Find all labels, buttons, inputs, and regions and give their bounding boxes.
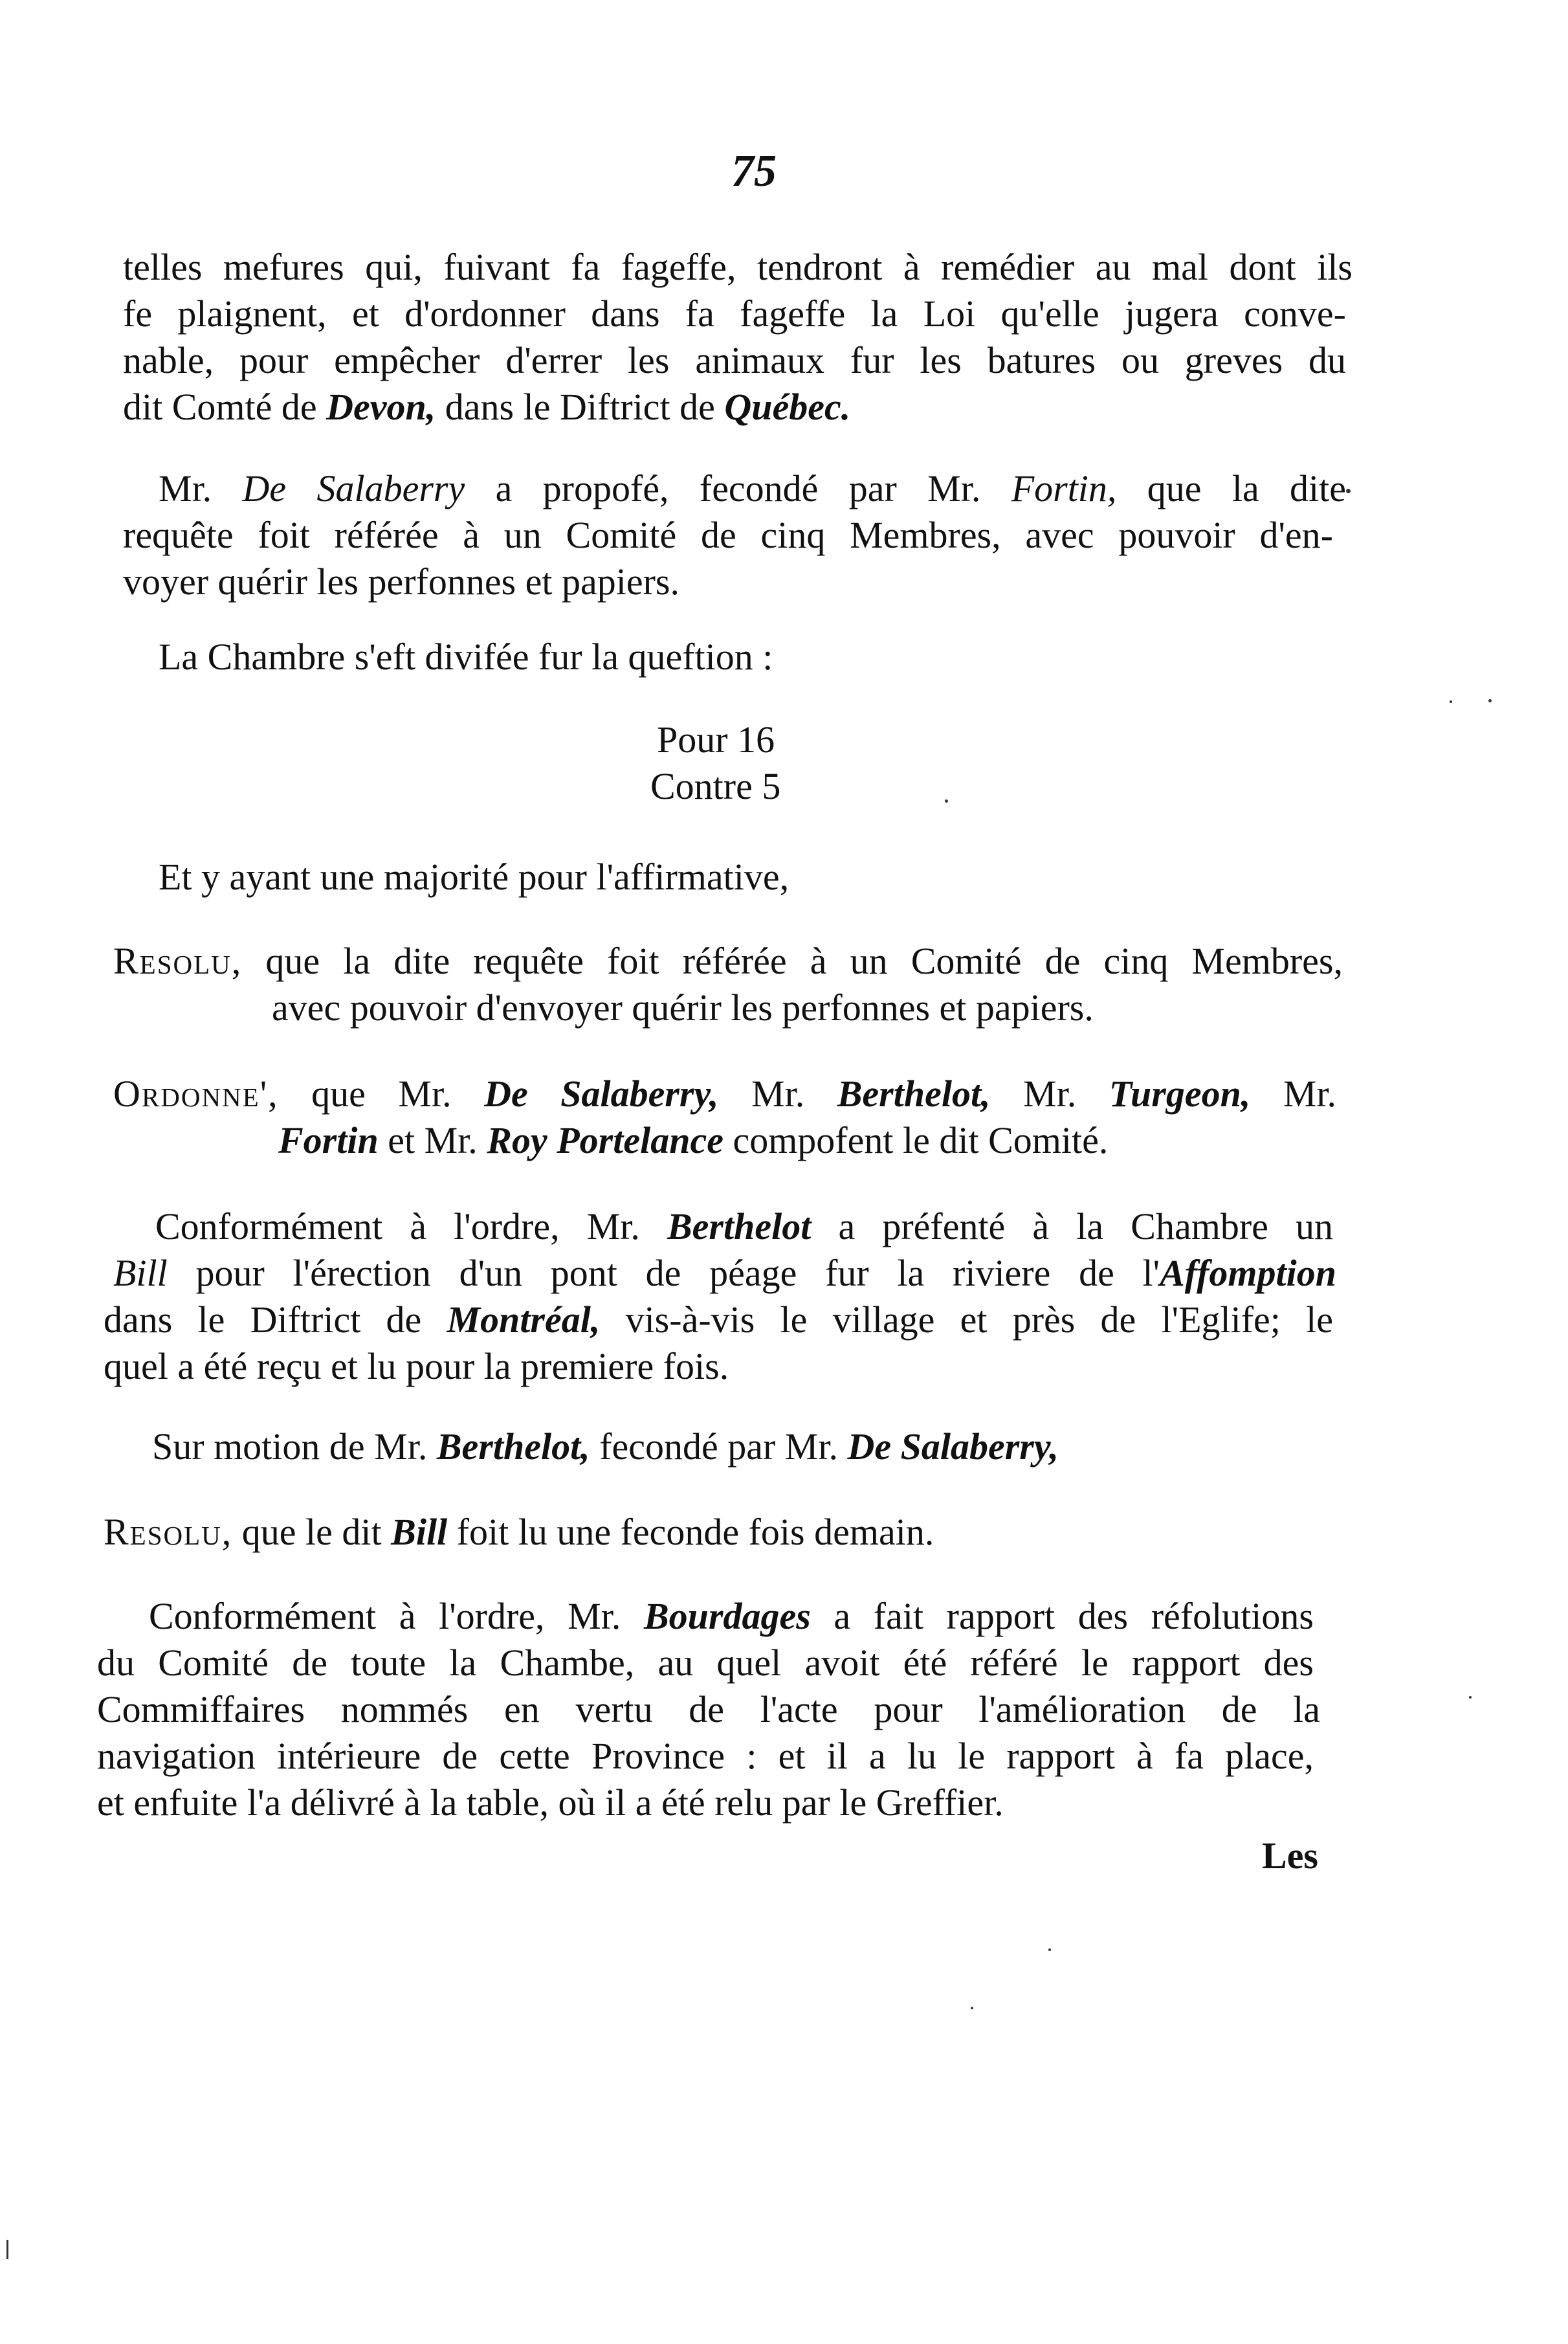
text-line: dit Comté de Devon, dans le Diftrict de Québec.	[123, 386, 851, 428]
text-line: Fortin et Mr. Roy Portelance compofent le dit Comité.	[278, 1119, 1109, 1161]
text-line: telles mefures qui, fuivant fa fageffe, tendront à remédier au mal dont ils	[123, 246, 1353, 288]
vote-contre: Contre 5	[650, 765, 781, 807]
text-line: navigation intérieure de cette Province : et il a lu le rapport à fa place,	[97, 1735, 1314, 1777]
text-line: Conformément à l'ordre, Mr. Bourdages a fait rapport des réfolutions	[149, 1595, 1314, 1637]
text-line: fe plaignent, et d'ordonner dans fa fageffe la Loi qu'elle jugera conve-	[123, 293, 1346, 335]
division-statement: La Chambre s'eft divifée fur la queftion :	[159, 636, 773, 678]
resolution-2: Resolu, que le dit Bill foit lu une feconde fois demain.	[104, 1511, 934, 1553]
text-line: nable, pour empêcher d'errer les animaux fur les batures ou greves du	[123, 339, 1346, 381]
text-line: Mr. De Salaberry a propofé, fecondé par Mr. Fortin, que la dite	[159, 467, 1347, 509]
speck	[971, 2007, 973, 2009]
speck	[1048, 1948, 1051, 1951]
text-line: requête foit référée à un Comité de cinq Membres, avec pouvoir d'en-	[123, 514, 1333, 556]
speck	[1450, 700, 1452, 703]
text-line: Ordonne', que Mr. De Salaberry, Mr. Berthelot, Mr. Turgeon, Mr.	[113, 1073, 1337, 1115]
text-line: avec pouvoir d'envoyer quérir les perfonnes et papiers.	[272, 987, 1094, 1029]
motion-line: Sur motion de Mr. Berthelot, fecondé par Mr. De Salaberry,	[152, 1425, 1059, 1468]
majority-statement: Et y ayant une majorité pour l'affirmative,	[159, 856, 790, 898]
text-line: quel a été reçu et lu pour la premiere fois.	[104, 1345, 729, 1387]
vote-pour: Pour 16	[657, 719, 775, 761]
catchword-text: Les	[1262, 1835, 1318, 1877]
text-line: voyer quérir les perfonnes et papiers.	[123, 561, 680, 603]
text-line: Commiffaires nommés en vertu de l'acte pour l'amélioration de la	[97, 1688, 1320, 1730]
text-line: du Comité de toute la Chambe, au quel avoit été référé le rapport des	[97, 1642, 1314, 1684]
page-number: 75	[731, 146, 777, 196]
text-line: dans le Diftrict de Montréal, vis-à-vis le village et près de l'Eglife; le	[104, 1299, 1333, 1341]
text-line: et enfuite l'a délivré à la table, où il a été relu par le Greffier.	[97, 1781, 1004, 1824]
speck	[1469, 1696, 1472, 1699]
speck	[945, 799, 948, 803]
text-line: Resolu, que la dite requête foit référée à un Comité de cinq Membres,	[113, 940, 1343, 982]
speck	[1346, 489, 1351, 493]
speck	[6, 2240, 8, 2259]
text-line: Conformément à l'ordre, Mr. Berthelot a préfenté à la Chambre un	[155, 1205, 1333, 1247]
speck	[1488, 699, 1492, 702]
text-line: Bill pour l'érection d'un pont de péage fur la riviere de l'Affomption	[113, 1252, 1336, 1294]
